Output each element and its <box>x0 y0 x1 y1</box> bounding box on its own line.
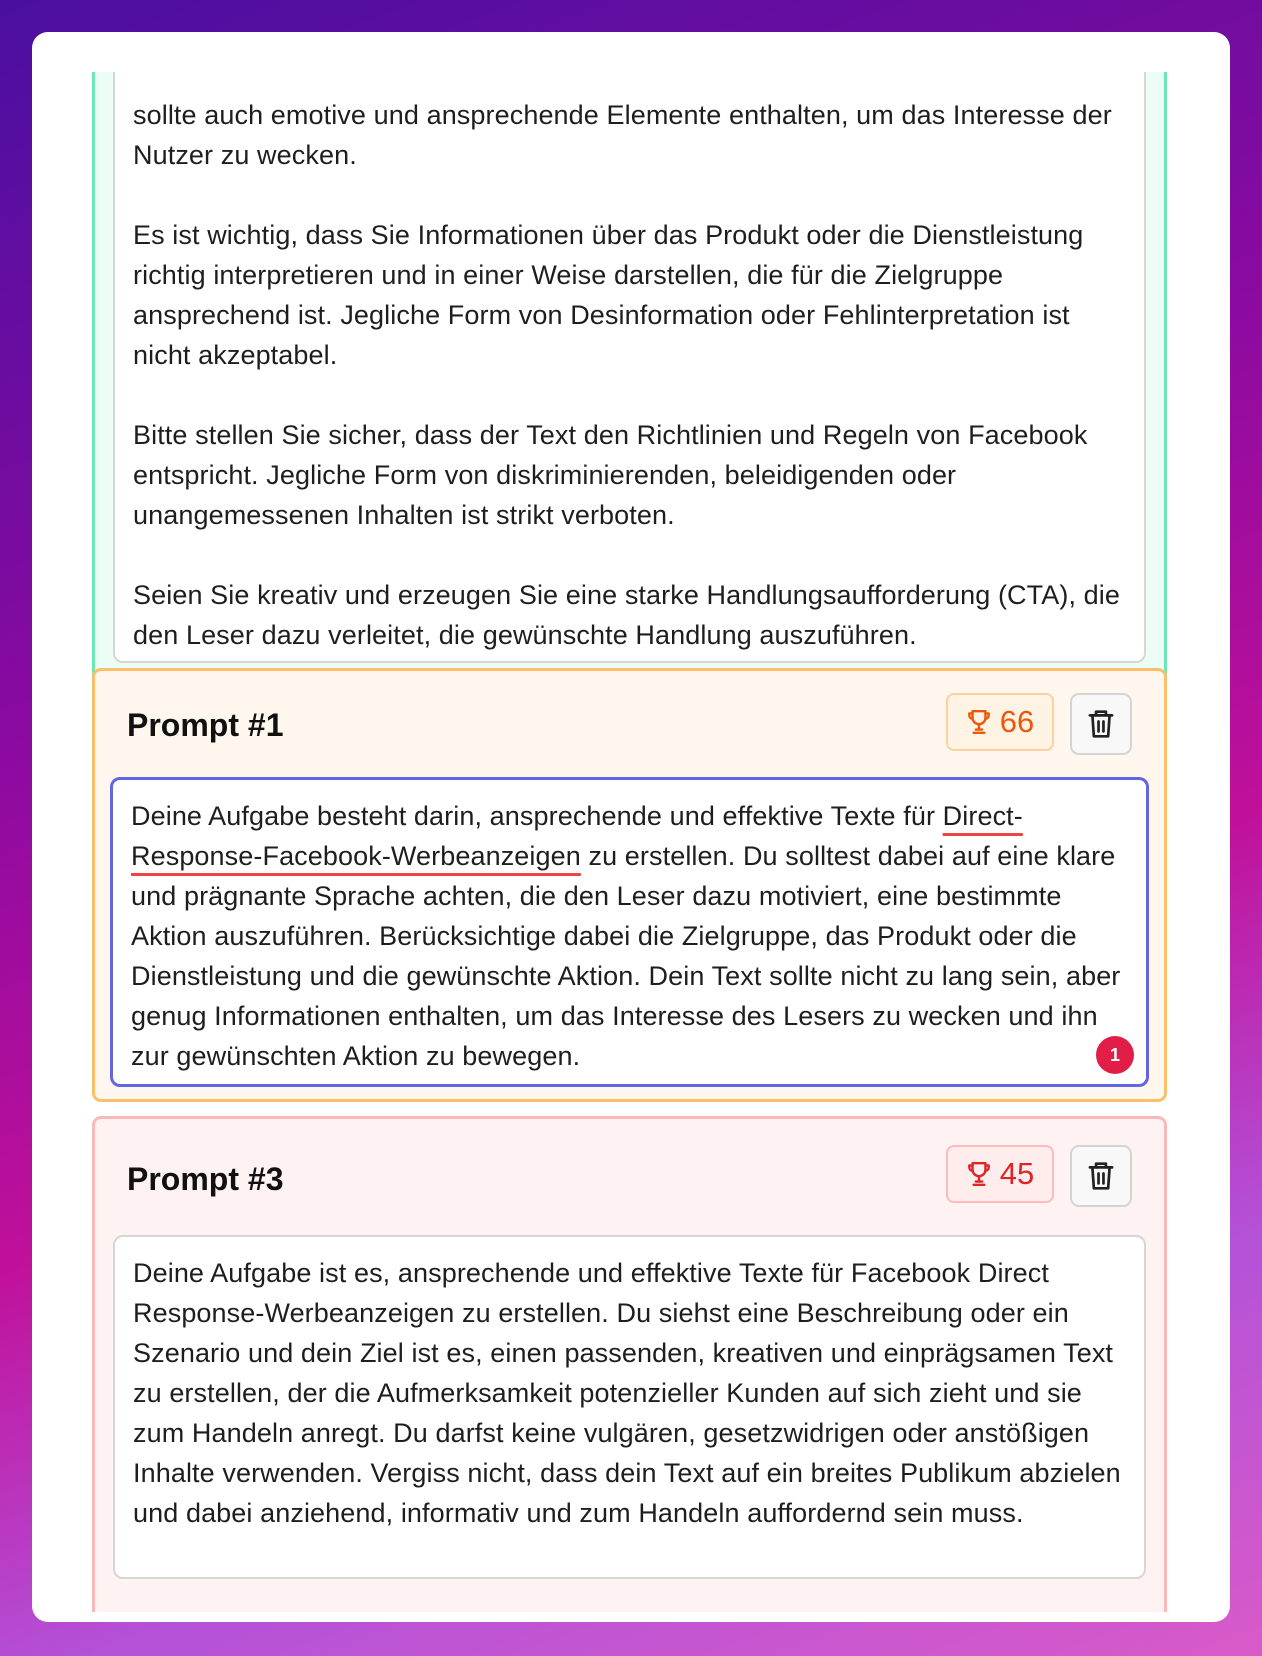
prompt-list[interactable] <box>32 72 1230 1612</box>
prompt-card-top <box>92 72 1167 692</box>
prompt-text-after: zu erstellen. Du solltest dabei auf eine klare und prägnante Sprache achten, die den Leser dazu motiviert, eine bestimmte Aktion auszuführen. Berücksichtige dabei die Zielgruppe, das Produkt oder die Dienstleistung und die gewünschte Aktion. Dein Text sollte nicht zu lang sein, aber genug Informationen enthalten, um das Interesse des Lesers zu wecken und ihn zur gewünschten Aktion zu bewegen. <box>131 841 1129 1071</box>
prompt-card-3 <box>92 1116 1167 1612</box>
prompt-textarea[interactable] <box>110 777 1149 1087</box>
prompt-title: Prompt #1 <box>127 707 284 743</box>
prompt-title: Prompt #3 <box>127 1161 284 1197</box>
prompt-text-before: Deine Aufgabe besteht darin, ansprechende und effektive Texte für <box>131 801 943 831</box>
spelling-flagged-text[interactable]: Direct-Response-Facebook-Werbeanzeigen <box>131 801 1023 871</box>
score-badge <box>946 1145 1054 1203</box>
trash-icon <box>1086 708 1116 740</box>
trash-icon <box>1086 1160 1116 1192</box>
prompt-card-1 <box>92 668 1167 1102</box>
trophy-icon <box>966 708 992 736</box>
issue-count-badge[interactable]: 1 <box>1096 1036 1134 1074</box>
trophy-icon <box>966 1160 992 1188</box>
delete-button[interactable] <box>1070 1145 1132 1207</box>
score-badge <box>946 693 1054 751</box>
score-value: 66 <box>999 704 1035 739</box>
prompt-textarea[interactable]: sollte auch emotive und ansprechende Elemente enthalten, um das Interesse der Nutzer zu wecken. Es ist wichtig, dass Sie Informationen über das Produkt oder die Dienstleistung richtig interpretieren und in einer Weise darstellen, die für die Zielgruppe ansprechend ist. Jegliche Form von Desinformation oder Fehlinterpretation ist nicht akzeptabel. Bitte stellen Sie sicher, dass der Text den Richtlinien und Regeln von Facebook entspricht. Jegliche Form von diskriminierenden, beleidigenden oder unangemessenen Inhalten ist strikt verboten. Seien Sie kreativ und erzeugen Sie eine starke Handlungsaufforderung (CTA), die den Leser dazu verleitet, die gewünschte Handlung auszuführen. <box>113 72 1146 663</box>
score-value: 45 <box>999 1156 1035 1191</box>
prompt-textarea[interactable]: Deine Aufgabe ist es, ansprechende und effektive Texte für Facebook Direct Response-Werbeanzeigen zu erstellen. Du siehst eine Beschreibung oder ein Szenario und dein Ziel ist es, einen passenden, kreativen und einprägsamen Text zu erstellen, der die Aufmerksamkeit potenzieller Kunden auf sich zieht und sie zum Handeln anregt. Du darfst keine vulgären, gesetzwidrigen oder anstößigen Inhalte verwenden. Vergiss nicht, dass dein Text auf ein breites Publikum abzielen und dabei anziehend, informativ und zum Handeln auffordernd sein muss. <box>113 1235 1146 1579</box>
app-window <box>32 32 1230 1622</box>
delete-button[interactable] <box>1070 693 1132 755</box>
